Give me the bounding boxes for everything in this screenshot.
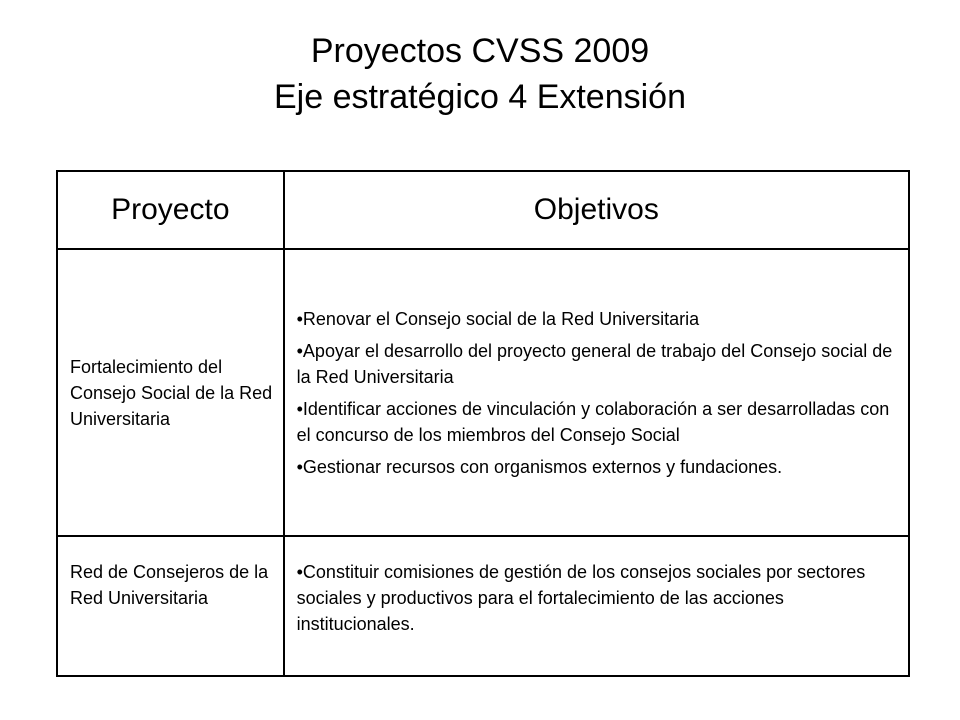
header-objectives: Objetivos — [284, 171, 909, 249]
projects-table — [56, 170, 910, 677]
objectives-list — [297, 559, 896, 637]
table-header-row — [57, 171, 909, 249]
objective-text: Renovar el Consejo social de la Red Universitaria — [302, 308, 700, 329]
objective-text: Gestionar recursos con organismos externos y fundaciones. — [302, 456, 783, 477]
title-line-1: Proyectos CVSS 2009 — [310, 32, 650, 70]
objective-item — [297, 559, 896, 637]
objective-item — [297, 306, 896, 332]
objective-item — [297, 454, 896, 480]
project-cell: Fortalecimiento del Consejo Social de la Red Universitaria — [57, 249, 284, 536]
table-row — [57, 536, 909, 676]
objectives-list — [297, 306, 896, 480]
objectives-cell — [284, 249, 909, 536]
table-row — [57, 249, 909, 536]
objective-text: Constituir comisiones de gestión de los consejos sociales por sectores sociales y productivos para el fortalecimiento de las acciones institucionales. — [296, 562, 866, 634]
objective-text: Identificar acciones de vinculación y colaboración a ser desarrolladas con el concurso de los miembros del Consejo Social — [296, 398, 890, 445]
title-line-2: Eje estratégico 4 Extensión — [273, 78, 687, 116]
project-cell: Red de Consejeros de la Red Universitaria — [57, 536, 284, 676]
bullet-icon: • — [296, 308, 303, 329]
bullet-icon: • — [296, 562, 303, 582]
objective-text: Apoyar el desarrollo del proyecto general de trabajo del Consejo social de la Red Universitaria — [296, 340, 893, 387]
objectives-cell — [284, 536, 909, 676]
slide-title — [0, 28, 960, 120]
bullet-icon: • — [296, 398, 303, 419]
bullet-icon: • — [296, 456, 303, 477]
bullet-icon: • — [296, 340, 303, 361]
header-project: Proyecto — [57, 171, 284, 249]
objective-item — [297, 396, 896, 448]
objective-item — [297, 338, 896, 390]
